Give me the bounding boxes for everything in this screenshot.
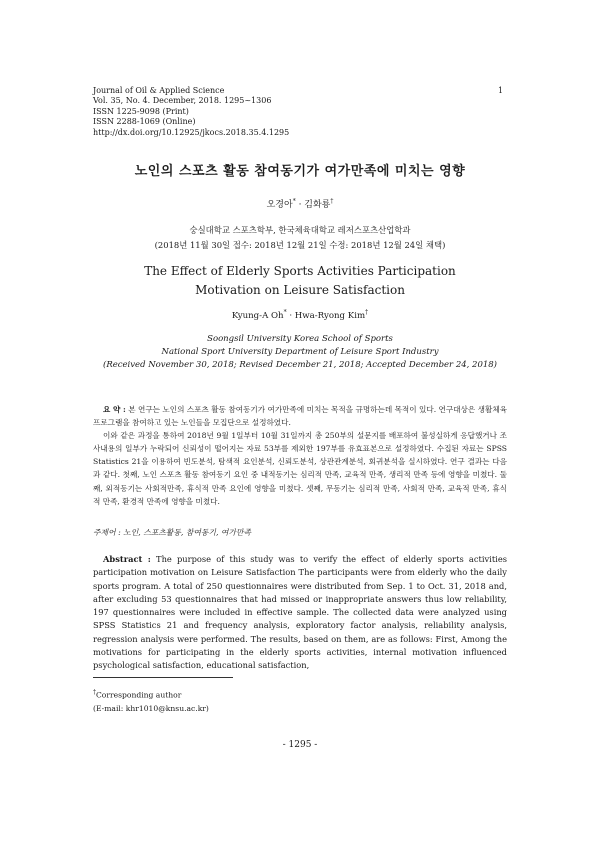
affiliation-korean: 숭실대학교 스포츠학부, 한국체육대학교 레저스포츠산업학과: [189, 225, 411, 235]
footnote-divider: [93, 677, 233, 678]
keywords-korean: 주제어 : 노인, 스포츠활동, 참여동기, 여가만족: [93, 528, 252, 537]
author-1-en-mark: *: [283, 309, 287, 316]
issn-online: ISSN 2288-1069 (Online): [93, 117, 196, 127]
author-2-en: Hwa-Ryong Kim: [294, 310, 366, 321]
page-corner-number: 1: [498, 86, 504, 95]
author-1-ko: 오경아: [266, 200, 293, 210]
page-footer-number: - 1295 -: [282, 740, 318, 750]
abstract-korean-paragraph-2: 이와 같은 과정을 통하여 2018년 9월 1일부터 10월 31일까지 총 250부의 설문지를 배포하여 불성실하게 응답했거나 조사내용의 일부가 누락되어 신뢰성이 떨어지는 자료 53부를 제외한 197부를 유효표본으로 설정하였다. 수집된 자료는 SPSS Statistics 21을 이용하여 빈도분석, 탐색적 요인분석, 신뢰도분석, 상관관계분석, 회귀분석을 실시하였다. 연구 결과는 다음과 같다. 첫째, 노인 스포츠 활동 참여동기 요인 중 내적동기는 심리적 만족, 교육적 만족, 생리적 만족 등에 영향을 미쳤다. 둘째, 외적동기는 사회적만족, 휴식적 만족 요인에 영향을 미쳤다. 셋째, 무동기는 심리적 만족, 사회적 만족, 교육적 만족, 휴식적 만족, 환경적 만족에 영향을 미쳤다.: [93, 431, 507, 506]
dates-korean: (2018년 11월 30일 접수: 2018년 12월 21일 수정: 2018년 12월 24일 채택): [154, 239, 446, 250]
issn-print: ISSN 1225-9098 (Print): [93, 106, 189, 116]
authors-english: [0, 309, 600, 321]
dates-english: (Received November 30, 2018; Revised December 21, 2018; Accepted December 24, 2018): [103, 360, 497, 371]
author-2-ko: 김화룡: [304, 200, 331, 210]
journal-name: Journal of Oil & Applied Science: [93, 86, 225, 95]
title-english-line-1: The Effect of Elderly Sports Activities Participation: [144, 264, 456, 278]
footnote-corresponding: Corresponding author: [96, 690, 182, 700]
author-2-en-mark: †: [365, 309, 369, 316]
affiliation-english-block: [0, 333, 600, 373]
affiliation-english-1: Soongsil University Korea School of Sports: [207, 334, 393, 344]
authors-korean: [0, 197, 600, 210]
affiliation-english-2: National Sport University Department of Leisure Sport Industry: [161, 347, 439, 358]
author-1-mark: *: [292, 198, 296, 205]
author-1-en: Kyung-A Oh: [231, 310, 284, 321]
abstract-korean-text-1: 본 연구는 노인의 스포츠 활동 참여동기가 여가만족에 미치는 목적을 규명하는데 목적이 있다. 연구대상은 생활체육 프로그램을 참여하고 있는 노인들을 모집단으로 설정하였다.: [93, 405, 507, 428]
abstract-english-label: Abstract :: [103, 554, 151, 564]
abstract-korean-paragraph-1: [93, 403, 507, 429]
title-english: [0, 262, 600, 300]
title-korean: 노인의 스포츠 활동 참여동기가 여가만족에 미치는 영향: [134, 164, 466, 179]
abstract-korean: [93, 403, 507, 508]
footnote-email[interactable]: (E-mail: khr1010@knsu.ac.kr): [93, 703, 209, 713]
title-english-line-2: Motivation on Leisure Satisfaction: [195, 283, 405, 297]
journal-header: [93, 86, 289, 138]
affiliation-korean-block: [0, 223, 600, 252]
abstract-english: [93, 553, 507, 673]
abstract-english-paragraph: [93, 553, 507, 673]
author-2-mark: †: [330, 198, 334, 205]
author-en-separator: ·: [286, 310, 295, 321]
abstract-korean-label: 요 약 :: [103, 405, 126, 414]
author-separator: ·: [295, 200, 305, 210]
journal-volume: Vol. 35, No. 4. December, 2018. 1295~1306: [93, 96, 272, 106]
abstract-english-text: The purpose of this study was to verify the effect of elderly sports activities participation motivation on Leisure Satisfaction The participants were from elderly who the daily sports program. A total of 250 questionnaires were distributed from Sep. 1 to Oct. 31, 2018 and, after excluding 53 questionnaires that had missed or inappropriate answers thus low reliability, 197 questionnaires were included in effective sample. The collected data were analyzed using SPSS Statistics 21 and frequency analysis, exploratory factor analysis, reliability analysis, regression analysis were performed. The results, based on them, are as follows: First, Among the motivations for participating in the elderly sports activities, internal motivation influenced psychological satisfaction, educational satisfaction,: [93, 554, 507, 671]
doi-link[interactable]: http://dx.doi.org/10.12925/jkocs.2018.35.4.1295: [93, 127, 290, 137]
footnote: [93, 686, 209, 715]
footnote-mark: †: [93, 689, 96, 696]
